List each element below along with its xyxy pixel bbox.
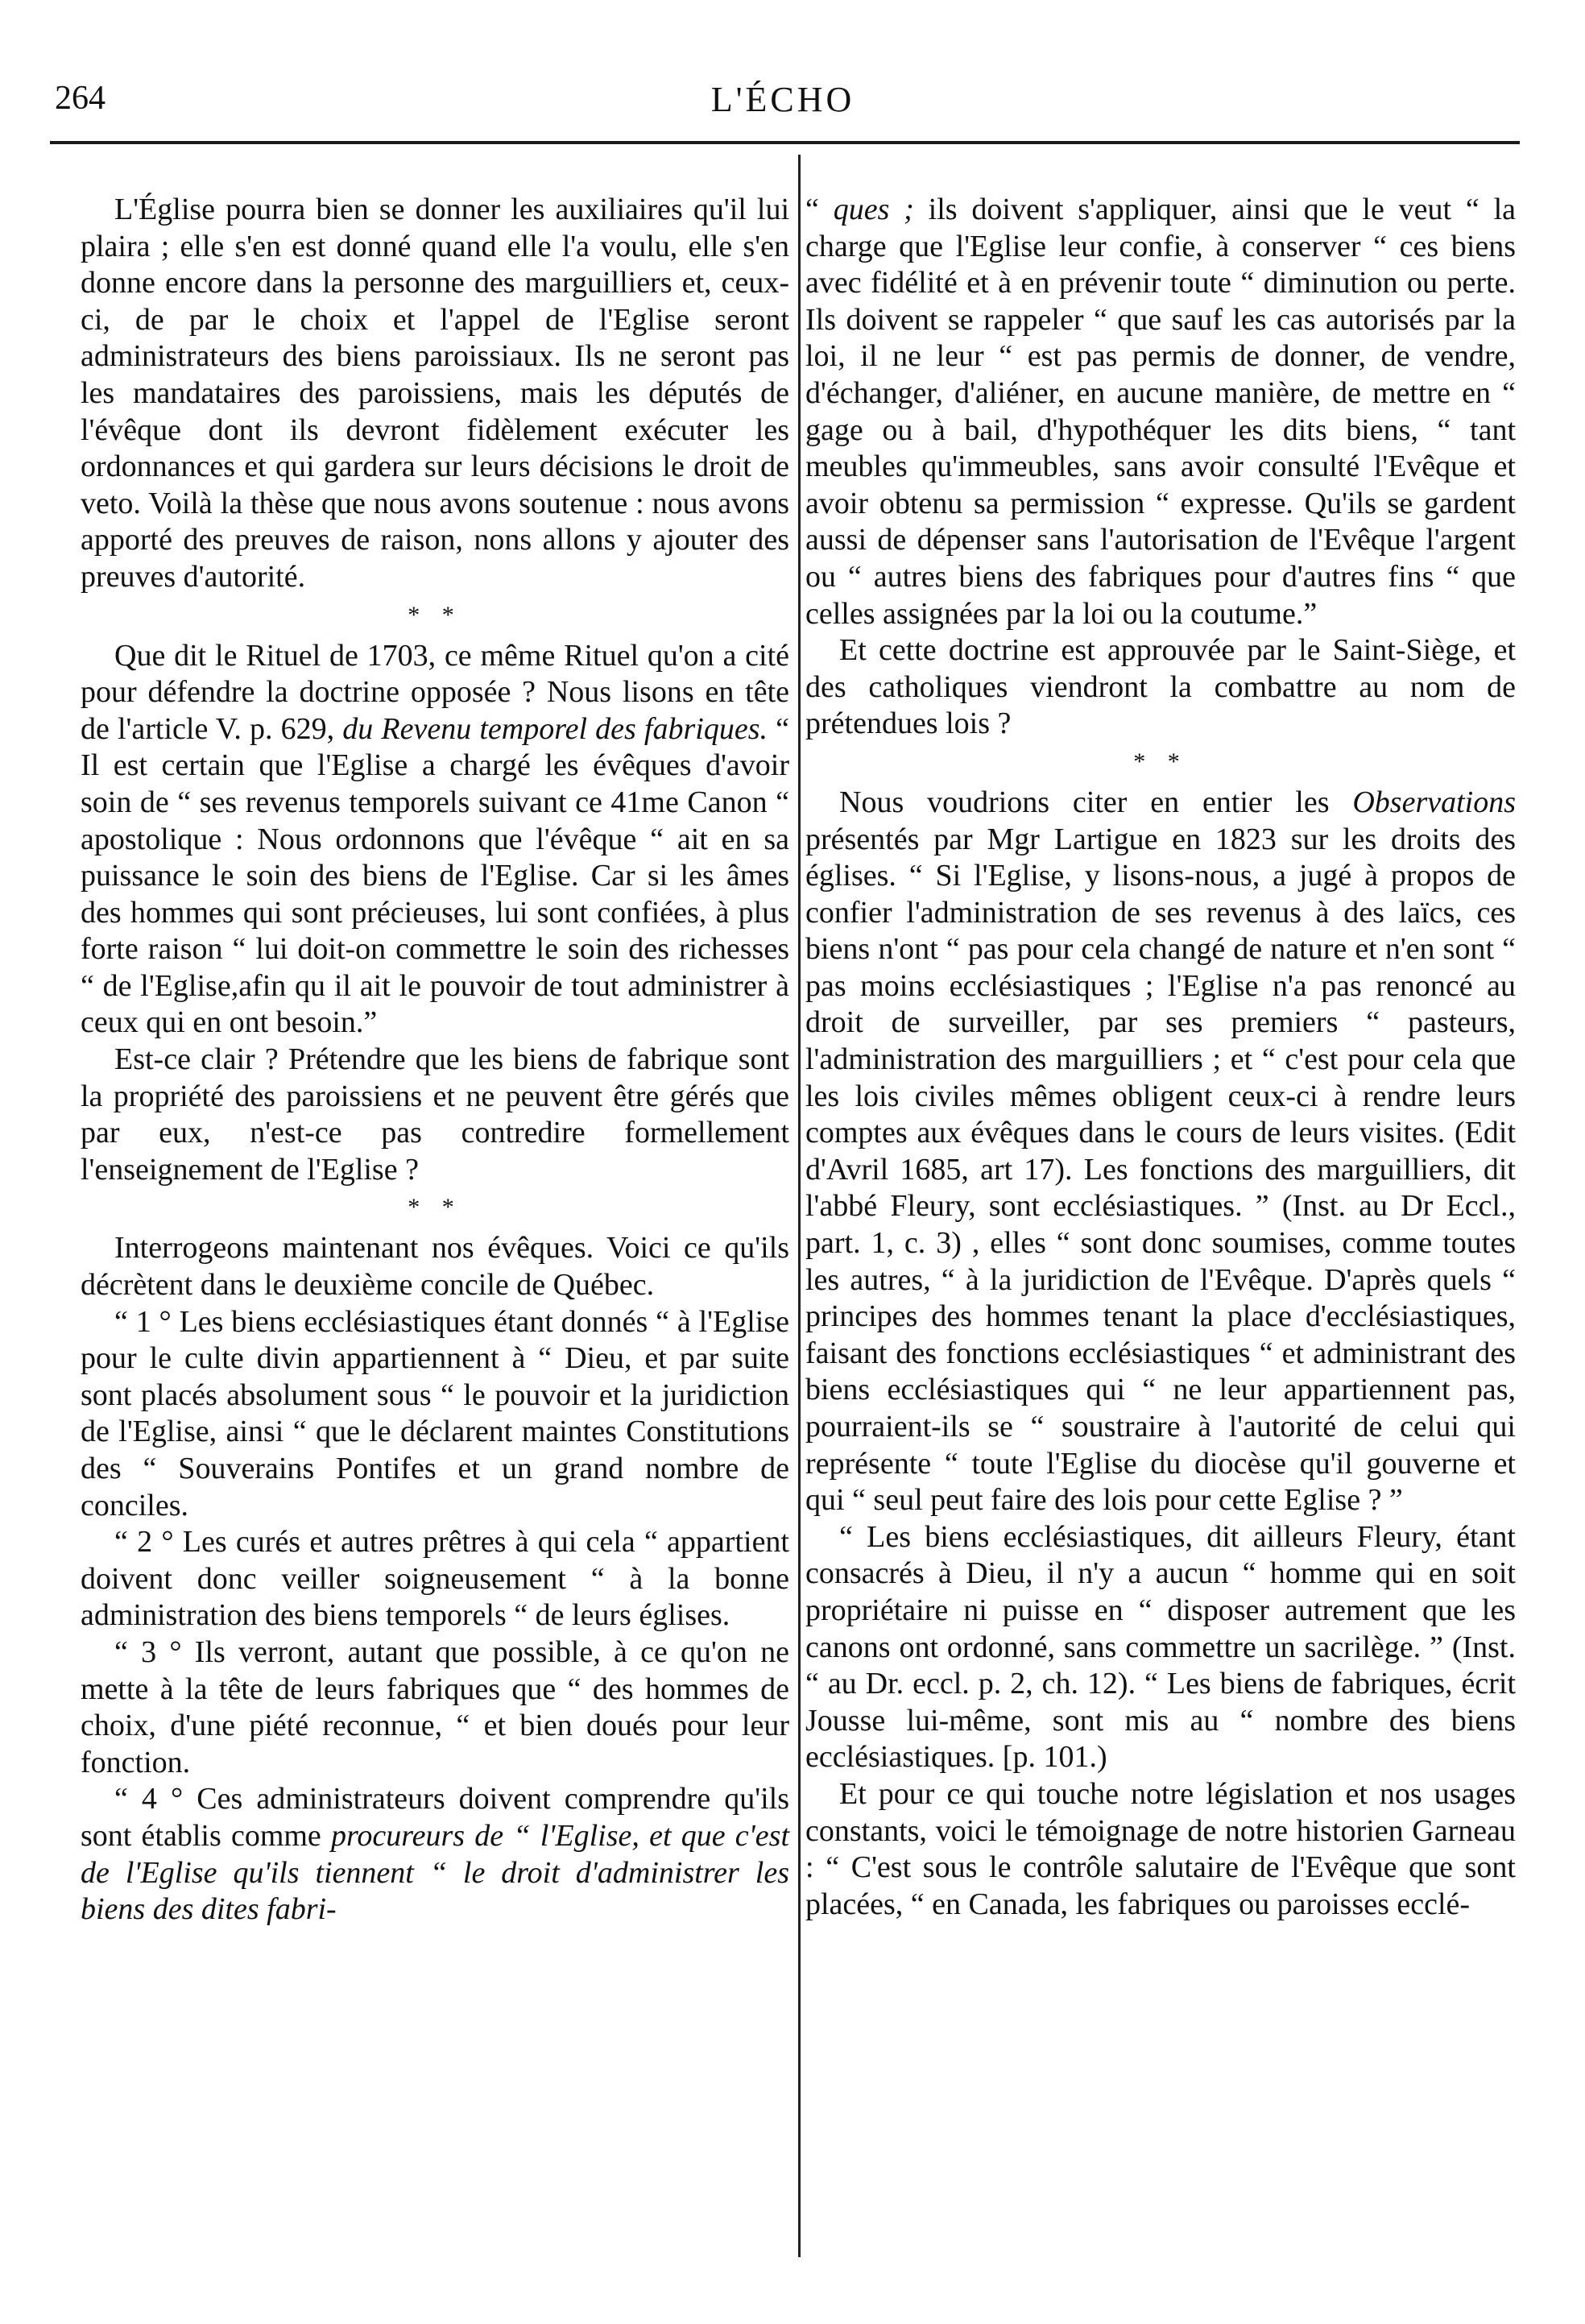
italic-title: Observations <box>1352 785 1517 819</box>
header-rule <box>50 141 1520 144</box>
paragraph: “ Les biens ecclésiastiques, dit ailleurs Fleury, étant consacrés à Dieu, il n'y a aucun “ homme qui en soit propriétaire ni puisse en “ disposer autrement que les canons ont ordonné, sans commettre un sacrilège. ” (Inst. “ au Dr. eccl. p. 2, ch. 12). “ Les biens de fabriques, écrit Jousse lui-même, sont mis au “ nombre des biens ecclésiastiques. [p. 101.) <box>805 1519 1516 1775</box>
left-column <box>81 192 789 1928</box>
italic-title: du Revenu temporel des fabriques. <box>342 711 768 746</box>
text-run: Nous voudrions citer en entier les <box>839 785 1330 819</box>
page-header <box>50 79 1516 127</box>
text-run: présentés par Mgr Lartigue en 1823 sur les droits des églises. “ Si l'Eglise, y lisons-nous, a jugé à propos de confier l'administration de ses revenus à des laïcs, ces biens n'ont “ pas pour cela changé de nature et n'en sont “ pas moins ecclésiastiques ; l'Eglise n'a pas renoncé au droit de surveiller, par ses premiers “ pasteurs, l'administration des marguilliers ; et “ c'est pour cela que les lois civiles mêmes obligent ceux-ci à rendre leurs comptes aux évêques dans le cours de leurs visites. (Edit d'Avril 1685, art 17). Les fonctions des marguilliers, dit l'abbé Fleury, sont ecclésiastiques. ” (Inst. au Dr Eccl., part. 1, c. 3) , elles “ sont donc soumises, comme toutes les autres, “ à la juridiction de l'Evêque. D'après quels “ principes des hommes tenant la place d'ecclésiastiques, faisant des fonctions ecclésiastiques “ et administrant des biens ecclésiastiques qui “ ne leur appartiennent pas, pourraient-ils se “ soustraire à l'autorité de celui qui représente “ toute l'Eglise du diocèse qu'il gouverne et qui “ seul peut faire des lois pour cette Eglise ? ” <box>805 822 1516 1518</box>
paragraph <box>81 1781 789 1928</box>
section-separator: * * <box>408 1194 462 1221</box>
text-run: Que dit le Rituel de 1703, ce même Rituel qu'on a cité pour défendre la doctrine opposée ? Nous lisons en tête de l'article V. p. 629, <box>81 638 789 746</box>
paragraph: Interrogeons maintenant nos évêques. Voici ce qu'ils décrètent dans le deuxième concile de Québec. <box>81 1231 789 1303</box>
page-number: 264 <box>55 80 106 117</box>
italic-run: procureurs de “ l'Eglise, et que c'est de l'Eglise qu'ils tiennent “ le droit d'administrer les biens des dites fabri- <box>81 1818 790 1927</box>
column-divider <box>798 155 801 2257</box>
right-column <box>805 192 1516 1923</box>
paragraph: Est-ce clair ? Prétendre que les biens de fabrique sont la propriété des paroissiens et ne peuvent être gérés que par eux, n'est-ce pas contredire formellement l'enseignement de l'Eglise ? <box>81 1042 789 1187</box>
paragraph: “ 1 ° Les biens ecclésiastiques étant donnés “ à l'Eglise pour le culte divin appartiennent à “ Dieu, et par suite sont placés absolument sous “ le pouvoir et la juridiction de l'Eglise, ainsi “ que le déclarent maintes Constitutions des “ Souverains Pontifes et un grand nombre de conciles. <box>81 1304 789 1522</box>
paragraph <box>805 192 1516 632</box>
italic-run: ques ; <box>833 193 914 226</box>
page-title: L'ÉCHO <box>710 80 855 119</box>
paragraph: L'Église pourra bien se donner les auxiliaires qu'il lui plaira ; elle s'en est donné quand elle l'a voulu, elle s'en donne encore dans la personne des marguilliers et, ceux-ci, de par le choix et l'appel de l'Eglise seront administrateurs des biens paroissiaux. Ils ne seront pas les mandataires des paroissiens, mais les députés de l'évêque dont ils devront fidèlement exécuter les ordonnances et qui gardera sur leurs décisions le droit de veto. Voilà la thèse que nous avons soutenue : nous avons apporté des preuves de raison, nons allons y ajouter des preuves d'autorité. <box>81 193 789 594</box>
paragraph: Et cette doctrine est approuvée par le Saint-Siège, et des catholiques viendront la combattre au nom de prétendues lois ? <box>805 633 1516 741</box>
text-run: “ Il est certain que l'Eglise a chargé les évêques d'avoir soin de “ ses revenus temporels suivant ce 41me Canon “ apostolique : Nous ordonnons que l'évêque “ ait en sa puissance le soin des biens de l'Eglise. Car si les âmes des hommes qui sont précieuses, lui sont confiées, à plus forte raison “ lui doit-on commettre le soin des richesses “ de l'Eglise,afin qu il ait le pouvoir de tout administrer à ceux qui en ont besoin.” <box>81 711 789 1040</box>
paragraph: “ 2 ° Les curés et autres prêtres à qui cela “ appartient doivent donc veiller soigneusement “ à la bonne administration des biens temporels “ de leurs églises. <box>81 1525 789 1633</box>
text-run: “ <box>805 193 819 226</box>
section-separator: * * <box>408 601 462 628</box>
paragraph: “ 3 ° Ils verront, autant que possible, à ce qu'on ne mette à la tête de leurs fabriques que “ des hommes de choix, d'une piété reconnue, “ et bien doués pour leur fonction. <box>81 1634 789 1779</box>
paragraph <box>805 785 1516 1519</box>
paragraph <box>81 638 789 1042</box>
text-run: “ 4 ° Ces administrateurs doivent comprendre qu'ils sont établis comme <box>81 1782 789 1853</box>
text-run: ils doivent s'appliquer, ainsi que le veut “ la charge que l'Eglise leur confie, à conserver “ ces biens avec fidélité et à en prévenir toute “ diminution ou perte. Ils doivent se rappeler “ que sauf les cas autorisés par la loi, il ne leur “ est pas permis de donner, de vendre, d'échanger, d'aliéner, en aucune manière, de mettre en “ gage ou à bail, d'hypothéquer les dits biens, “ tant meubles qu'immeubles, sans avoir consulté l'Evêque et avoir obtenu sa permission “ expresse. Qu'ils se gardent aussi de dépenser sans l'autorisation de l'Evêque l'argent ou “ autres biens des fabriques pour d'autres fins “ que celles assignées par la loi ou la coutume.” <box>805 193 1517 631</box>
section-separator: * * <box>1133 748 1188 775</box>
paragraph: Et pour ce qui touche notre législation et nos usages constants, voici le témoignage de notre historien Garneau : “ C'est sous le contrôle salutaire de l'Evêque que sont placées, “ en Canada, les fabriques ou paroisses ecclé- <box>805 1776 1516 1921</box>
